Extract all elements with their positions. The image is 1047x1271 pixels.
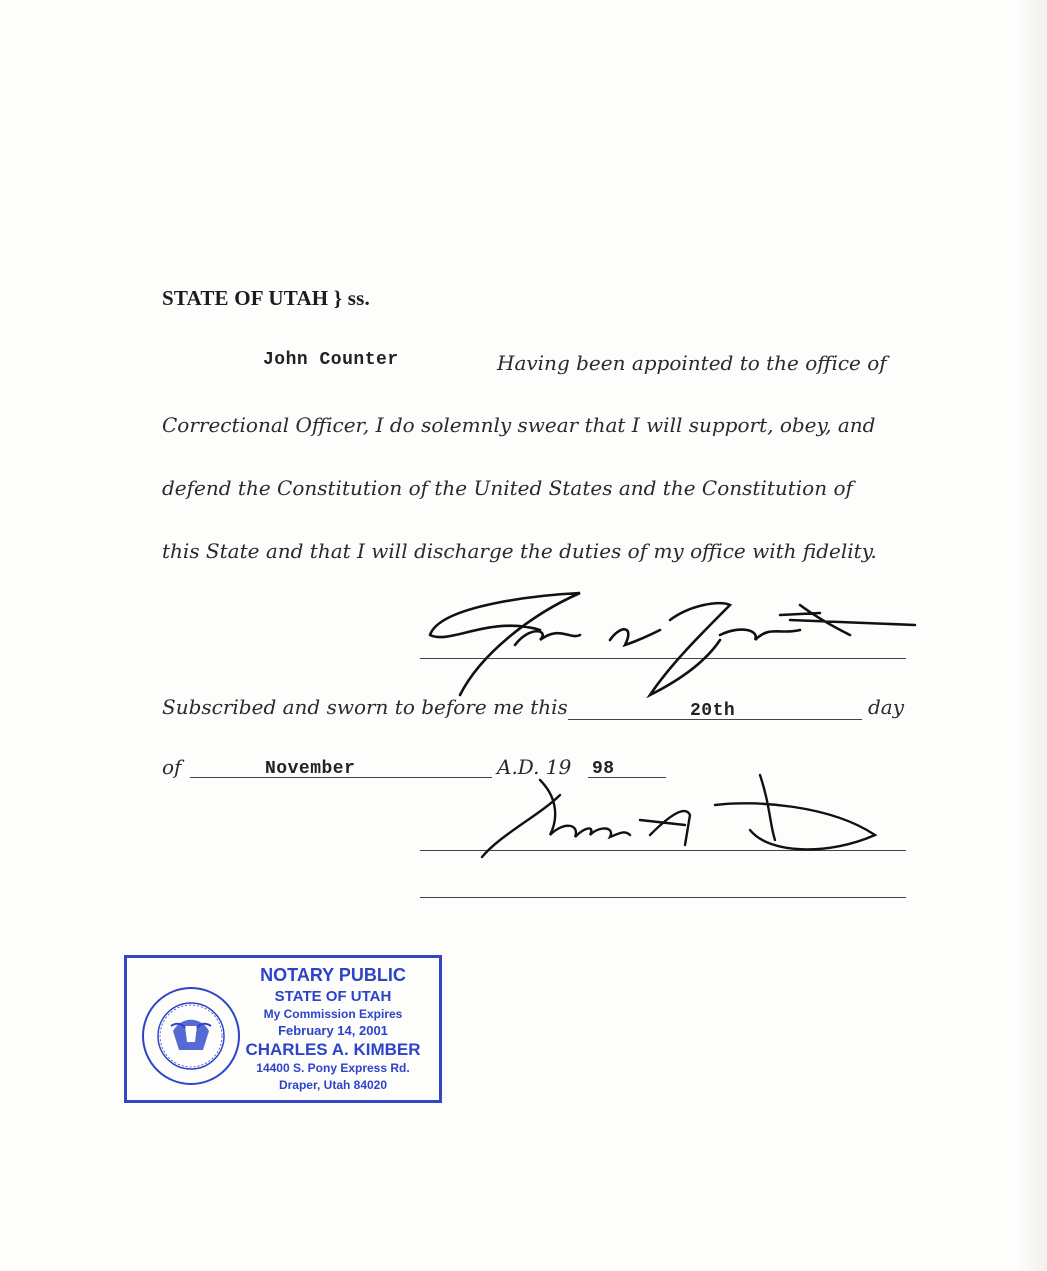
state-seal-icon [141,986,241,1086]
of-label: of [162,755,182,779]
oath-line-4: this State and that I will discharge the duties of my office with fidelity. [162,539,877,563]
ad-label: A.D. 19 [497,755,572,779]
notary-stamp [124,955,442,1103]
stamp-address-2: Draper, Utah 84020 [278,1078,388,1092]
oath-line-2: Correctional Officer, I do solemnly swear that I will support, obey, and [162,413,876,437]
year-value: 98 [592,759,615,779]
stamp-title: NOTARY PUBLIC [260,965,406,985]
month-value: November [265,759,356,779]
oath-line-3: defend the Constitution of the United States and the Constitution of [162,476,853,500]
day-label: day [868,695,905,719]
notary-signature [470,765,890,865]
stamp-address-1: 14400 S. Pony Express Rd. [256,1061,410,1075]
page-edge-shadow [1017,0,1047,1271]
stamp-expiration: February 14, 2001 [278,1023,388,1038]
stamp-notary-name: CHARLES A. KIMBER [245,1040,421,1059]
stamp-state: STATE OF UTAH [274,988,392,1005]
oath-line-1: Having been appointed to the office of [497,351,887,375]
state-heading: STATE OF UTAH } ss. [162,286,370,310]
subscribed-text: Subscribed and sworn to before me this [162,695,568,719]
appointee-signature [420,585,920,705]
secondary-signature-line [420,897,906,898]
stamp-commission: My Commission Expires [263,1007,403,1021]
appointee-name: John Counter [263,350,399,370]
day-value: 20th [690,701,736,721]
